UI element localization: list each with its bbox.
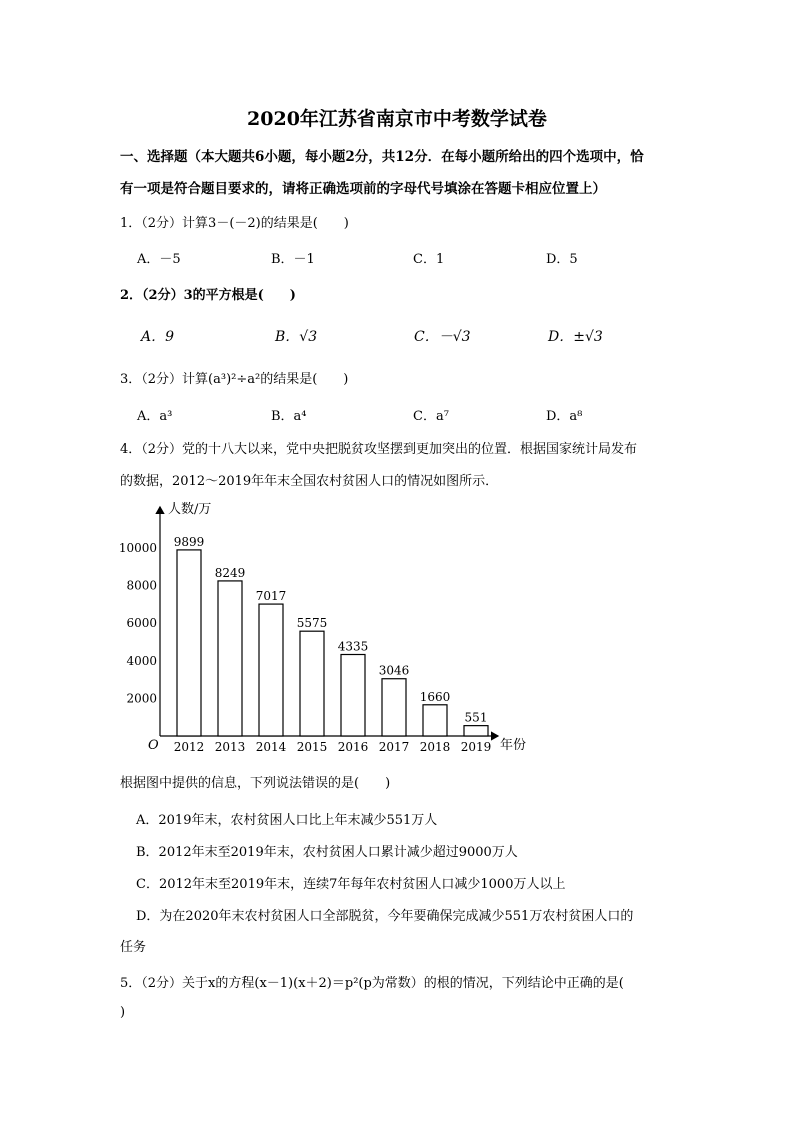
bar-value-label: 3046 (378, 663, 410, 678)
y-tick-label: 4000 (126, 653, 157, 668)
page-title: 2020年江苏省南京市中考数学试卷 (247, 108, 547, 130)
bar-value-label: 8249 (214, 565, 246, 580)
bar-value-label: 4335 (337, 639, 369, 654)
poverty-bar-chart (110, 497, 540, 759)
q1-option-d: D．5 (546, 252, 578, 267)
y-axis-label: 人数/万 (168, 502, 212, 517)
q3-option-d: D．a⁸ (546, 409, 583, 424)
bar-2012 (177, 550, 201, 736)
q3-option-c: C．a⁷ (413, 409, 449, 424)
q4-option-b: B．2012年末至2019年末，农村贫困人口累计减少超过9000万人 (136, 845, 518, 860)
q2-option-d: D．±√3 (548, 329, 603, 345)
y-tick-label: 2000 (126, 691, 157, 706)
y-tick-label: 10000 (118, 541, 157, 555)
question-5-line1: 5．（2分）关于x的方程(x－1)(x＋2)＝p²(p为常数）的根的情况，下列结论中正确的是( (120, 976, 624, 991)
bar-value-label: 9899 (173, 534, 205, 549)
q1-option-a: A．－5 (137, 252, 181, 267)
y-tick-label: 6000 (126, 616, 157, 631)
question-5-line2: ) (120, 1005, 126, 1020)
section-heading-line2: 有一项是符合题目要求的，请将正确选项前的字母代号填涂在答题卡相应位置上） (120, 181, 606, 197)
q4-option-d-line1: D．为在2020年末农村贫困人口全部脱贫，今年要确保完成减少551万农村贫困人口的 (136, 909, 634, 924)
q1-option-c: C．1 (413, 252, 445, 267)
bar-value-label: 5575 (296, 616, 328, 631)
bar-2019 (464, 726, 488, 736)
q1-option-b: B．－1 (271, 252, 315, 267)
question-2: 2．（2分）3的平方根是( ) (120, 288, 296, 303)
q2-option-c: C．－√3 (414, 329, 471, 345)
bar-2014 (259, 604, 283, 736)
question-4-line1: 4．（2分）党的十八大以来，党中央把脱贫攻坚摆到更加突出的位置．根据国家统计局发布 (120, 442, 638, 457)
q4-option-c: C．2012年末至2019年末，连续7年每年农村贫困人口减少1000万人以上 (136, 877, 566, 892)
x-tick-label: 2014 (255, 740, 287, 754)
question-3: 3．（2分）计算(a³)²÷a²的结果是( ) (120, 372, 349, 387)
q4-option-a: A．2019年末，农村贫困人口比上年末减少551万人 (136, 813, 438, 828)
x-tick-label: 2013 (214, 740, 246, 754)
question-4-line2: 的数据，2012～2019年年末全国农村贫困人口的情况如图所示． (120, 474, 499, 489)
q4-option-d-line2: 任务 (120, 940, 147, 955)
x-tick-label: 2018 (419, 740, 451, 754)
origin-label: O (148, 738, 159, 753)
y-tick-label: 8000 (126, 578, 157, 593)
q3-option-b: B．a⁴ (271, 409, 307, 424)
bar-2017 (382, 679, 406, 736)
x-tick-label: 2019 (460, 740, 492, 754)
bar-value-label: 1660 (419, 689, 451, 704)
x-tick-label: 2012 (173, 740, 205, 754)
q3-option-a: A．a³ (137, 409, 173, 424)
bar-value-label: 551 (464, 710, 488, 725)
x-tick-label: 2017 (378, 740, 410, 754)
bar-value-label: 7017 (255, 589, 287, 604)
question-4-prompt: 根据图中提供的信息，下列说法错误的是( ) (120, 776, 391, 791)
bar-2018 (423, 705, 447, 736)
bar-2016 (341, 655, 365, 736)
x-tick-label: 2016 (337, 740, 369, 754)
q2-option-b: B．√3 (275, 329, 318, 345)
x-tick-label: 2015 (296, 740, 328, 754)
section-heading-line1: 一、选择题（本大题共6小题，每小题2分，共12分．在每小题所给出的四个选项中，恰 (120, 149, 644, 165)
x-axis-label: 年份 (500, 738, 527, 753)
q2-option-a: A．9 (141, 329, 175, 345)
question-1: 1．（2分）计算3－(－2)的结果是( ) (120, 216, 349, 231)
bar-2013 (218, 581, 242, 736)
bar-2015 (300, 631, 324, 736)
